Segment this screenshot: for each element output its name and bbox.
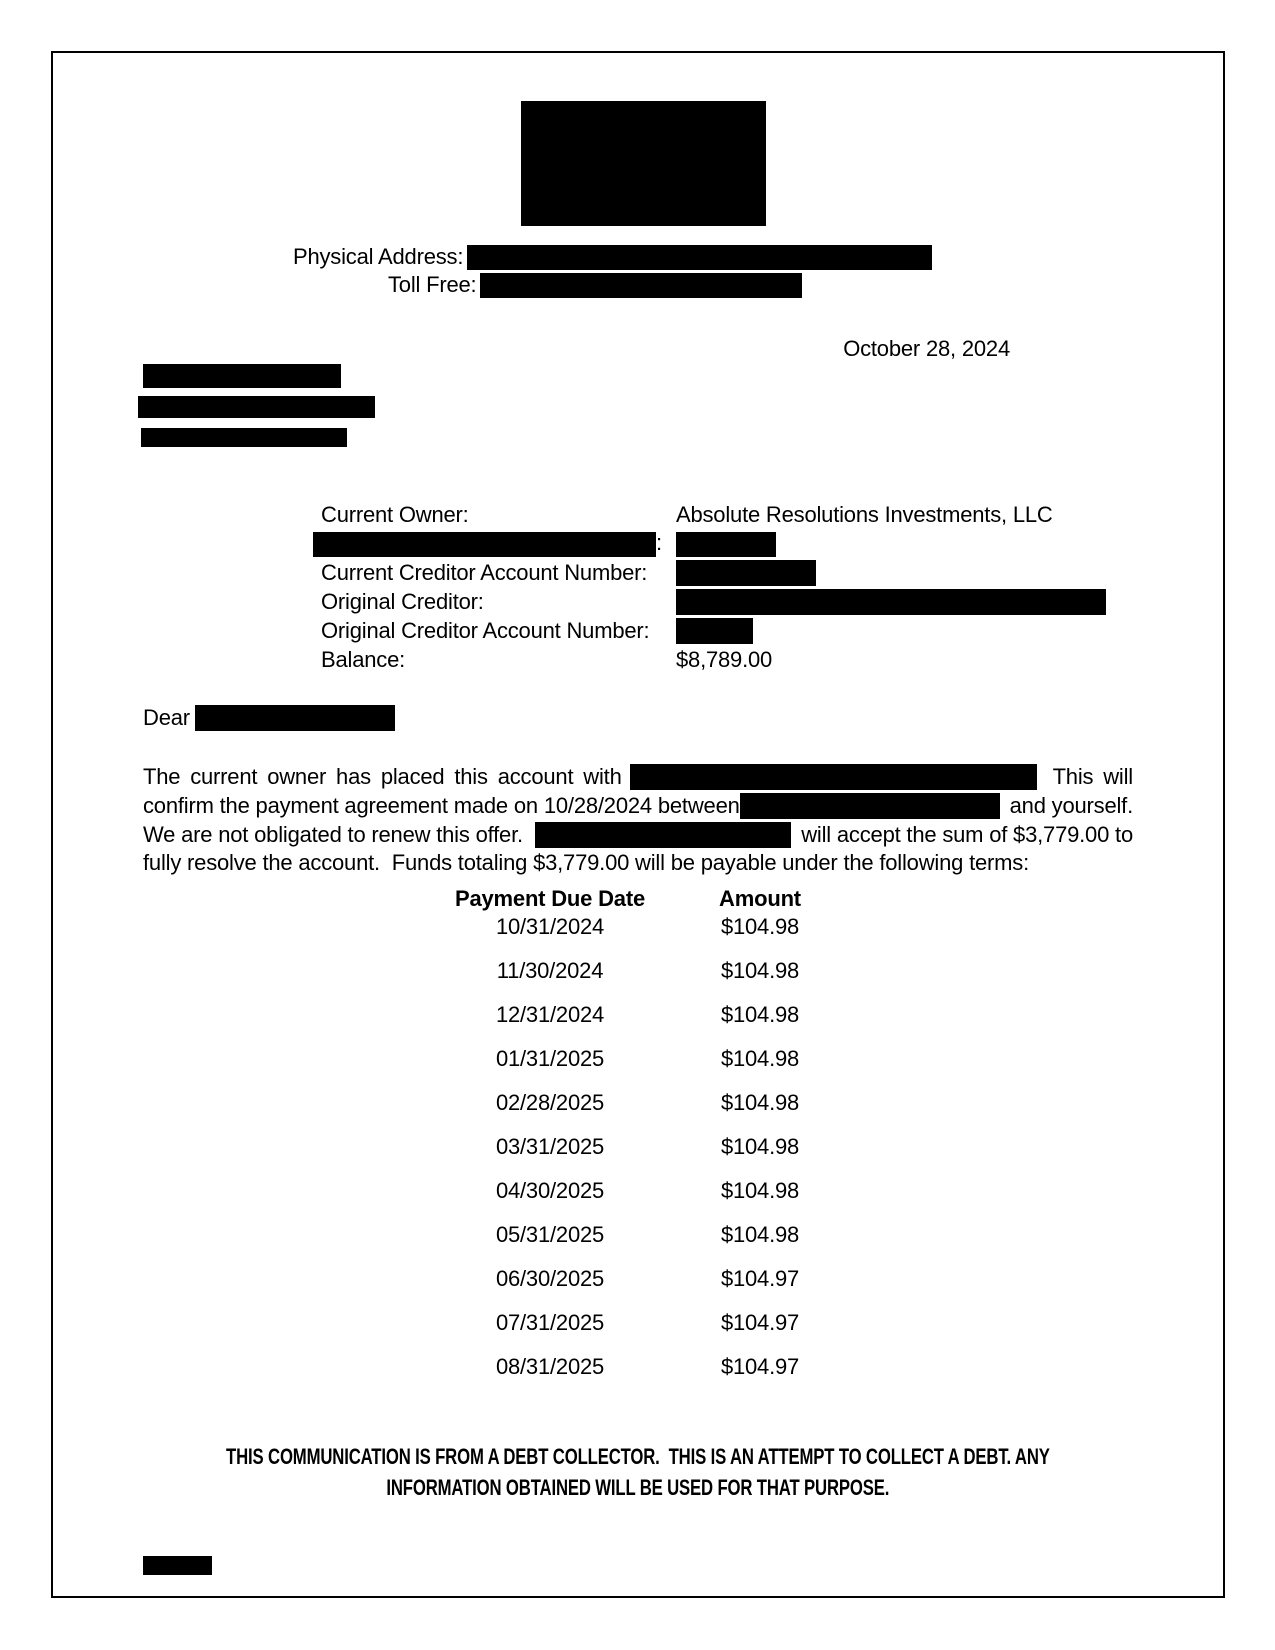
current-owner-label: Current Owner: <box>321 501 469 527</box>
physical-address-redaction <box>467 245 932 270</box>
body-line-2-text: confirm the payment agreement made on 10/28/2024 between <box>143 793 740 818</box>
redacted-label-colon: : <box>656 530 662 556</box>
current-creditor-account-row <box>321 558 1121 587</box>
body-line-2-tail: and yourself. <box>1009 793 1133 818</box>
disclaimer-line-1: THIS COMMUNICATION IS FROM A DEBT COLLECTOR. THIS IS AN ATTEMPT TO COLLECT A DEBT. ANY <box>226 1444 1050 1469</box>
body-line-1 <box>143 763 1133 791</box>
toll-free-redaction <box>480 273 802 298</box>
payment-due-date-cell: 12/31/2024 <box>495 1002 605 1027</box>
current-owner-row <box>321 500 1121 529</box>
payment-due-date-cell: 05/31/2025 <box>495 1222 605 1247</box>
payment-amount-cell: $104.98 <box>720 1090 800 1115</box>
redacted-label-bar <box>313 532 656 557</box>
account-summary <box>321 500 1121 674</box>
payment-row <box>430 1091 850 1115</box>
salutation-text: Dear <box>143 705 190 730</box>
toll-free-row <box>388 271 802 299</box>
payment-amount-cell: $104.98 <box>720 1002 800 1027</box>
payment-row <box>430 1047 850 1071</box>
payment-row <box>430 959 850 983</box>
payment-row <box>430 1135 850 1159</box>
physical-address-row <box>293 243 932 271</box>
payment-due-date-cell: 08/31/2025 <box>495 1354 605 1379</box>
recipient-address-redaction-3 <box>141 428 347 447</box>
footer-redaction <box>143 1556 212 1575</box>
payment-row <box>430 1223 850 1247</box>
payment-due-date-cell: 07/31/2025 <box>495 1310 605 1335</box>
payment-due-date-cell: 01/31/2025 <box>495 1046 605 1071</box>
payment-rows <box>430 915 850 1379</box>
payment-table-header <box>430 887 850 911</box>
payment-amount-cell: $104.98 <box>720 1046 800 1071</box>
payment-row <box>430 1003 850 1027</box>
original-creditor-row <box>321 587 1121 616</box>
payment-row <box>430 1267 850 1291</box>
original-creditor-account-row <box>321 616 1121 645</box>
disclaimer-line-2: INFORMATION OBTAINED WILL BE USED FOR THAT PURPOSE. <box>386 1475 890 1500</box>
original-creditor-account-label: Original Creditor Account Number: <box>321 617 650 643</box>
recipient-address-redaction-2 <box>138 396 375 418</box>
payment-row <box>430 1355 850 1379</box>
payment-amount-cell: $104.98 <box>720 1178 800 1203</box>
payment-amount-cell: $104.98 <box>720 914 800 939</box>
payment-amount-cell: $104.97 <box>720 1354 800 1379</box>
payment-due-date-cell: 02/28/2025 <box>495 1090 605 1115</box>
payment-due-date-header: Payment Due Date <box>455 886 645 911</box>
payment-schedule-table <box>430 887 850 1399</box>
original-creditor-account-redaction <box>676 618 753 644</box>
payment-amount-cell: $104.98 <box>720 958 800 983</box>
letter-date: October 28, 2024 <box>843 336 1010 361</box>
body-line-3-tail: will accept the sum of $3,779.00 to <box>801 822 1133 847</box>
body-line-1-redaction <box>630 764 1037 790</box>
payment-due-date-cell: 11/30/2024 <box>496 958 604 983</box>
body-line-2-redaction <box>740 793 1000 819</box>
payment-due-date-cell: 06/30/2025 <box>495 1266 605 1291</box>
current-owner-value: Absolute Resolutions Investments, LLC <box>676 501 1053 527</box>
payment-due-date-cell: 04/30/2025 <box>495 1178 605 1203</box>
debt-collector-disclaimer <box>51 1441 1225 1503</box>
current-creditor-account-label: Current Creditor Account Number: <box>321 559 648 585</box>
salutation-row <box>143 704 395 732</box>
balance-label: Balance: <box>321 646 406 672</box>
body-line-2 <box>143 792 1133 820</box>
body-line-3-redaction <box>535 822 791 848</box>
amount-header: Amount <box>719 886 801 911</box>
body-line-1-text: The current owner has placed this account with <box>143 764 622 789</box>
physical-address-label: Physical Address: <box>293 244 464 269</box>
body-line-3 <box>143 821 1133 849</box>
current-creditor-account-redaction <box>676 560 816 586</box>
payment-amount-cell: $104.98 <box>720 1222 800 1247</box>
original-creditor-redaction <box>676 589 1106 615</box>
redacted-value-bar <box>676 532 776 557</box>
toll-free-label: Toll Free: <box>388 272 477 297</box>
body-line-1-tail: This will <box>1052 764 1133 789</box>
payment-amount-cell: $104.97 <box>720 1266 800 1291</box>
payment-row <box>430 915 850 939</box>
body-line-4: fully resolve the account. Funds totaling $3,779.00 will be payable under the following terms: <box>143 850 1029 875</box>
payment-amount-cell: $104.98 <box>720 1134 800 1159</box>
balance-row <box>321 645 1121 674</box>
logo-redaction-box <box>521 101 766 226</box>
body-line-3-text: We are not obligated to renew this offer. <box>143 822 523 847</box>
payment-due-date-cell: 03/31/2025 <box>495 1134 605 1159</box>
payment-due-date-cell: 10/31/2024 <box>495 914 605 939</box>
payment-row <box>430 1311 850 1335</box>
redacted-info-row <box>321 529 1121 558</box>
original-creditor-label: Original Creditor: <box>321 588 484 614</box>
balance-value: $8,789.00 <box>676 646 773 672</box>
payment-amount-cell: $104.97 <box>720 1310 800 1335</box>
salutation-name-redaction <box>195 705 395 731</box>
recipient-address-redaction-1 <box>143 364 341 388</box>
payment-row <box>430 1179 850 1203</box>
